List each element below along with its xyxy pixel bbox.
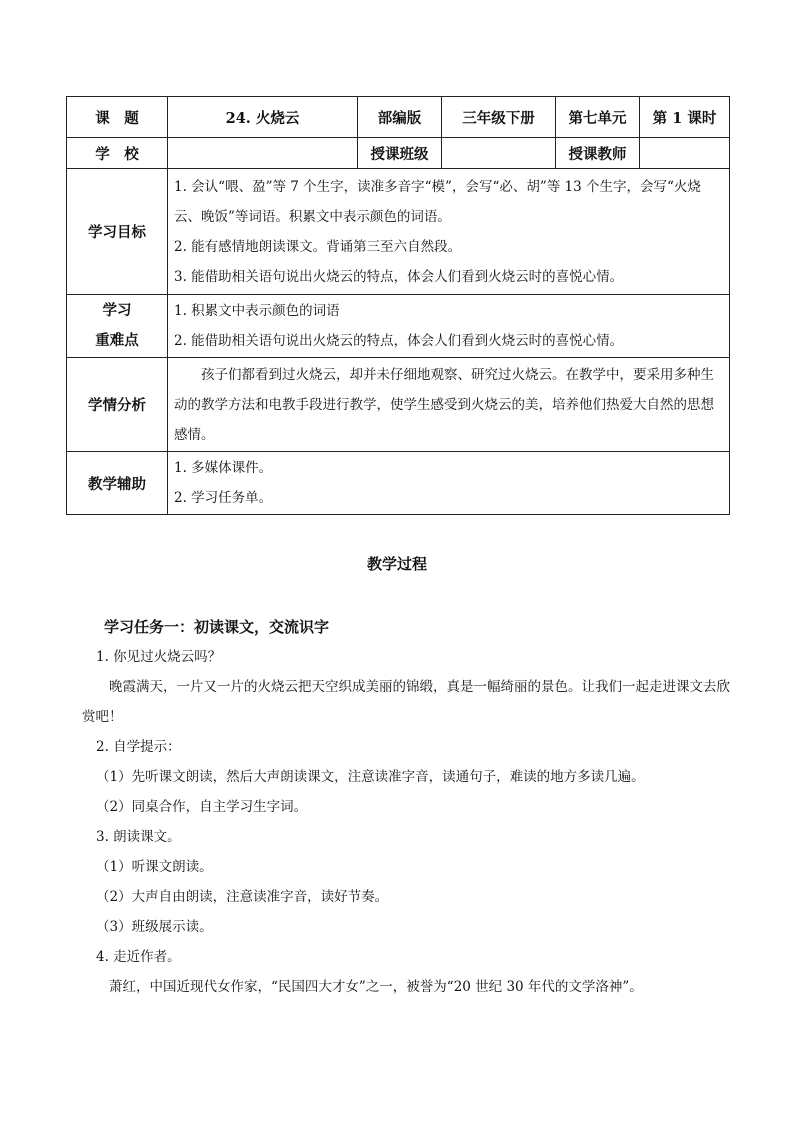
key-point-item: 1. 积累文中表示颜色的词语 (174, 303, 340, 319)
process-line: （1）先听课文朗读，然后大声朗读课文，注意读准字音，读通句子，难读的地方多读几遍。 (96, 769, 645, 785)
table-row-aids (67, 452, 730, 515)
lesson-info-table (66, 96, 730, 515)
key-point-item: 2. 能借助相关语句说出火烧云的特点，体会人们看到火烧云时的喜悦心情。 (174, 333, 624, 349)
process-line: （1）听课文朗读。 (96, 859, 213, 875)
edition-cell: 部编版 (358, 97, 442, 138)
lesson-cell: 第 1 课时 (640, 97, 730, 138)
process-line: （2）同桌合作，自主学习生字词。 (96, 799, 308, 815)
key-points-label-line2: 重难点 (95, 332, 139, 349)
aids-content (168, 452, 730, 515)
process-title: 教学过程 (366, 555, 427, 573)
goals-label: 学习目标 (67, 169, 168, 295)
grade-cell: 三年级下册 (442, 97, 556, 138)
process-line: （2）大声自由朗读，注意读准字音，读好节奏。 (96, 889, 389, 905)
table-row-school (67, 138, 730, 169)
key-points-content (168, 295, 730, 358)
goal-item: 2. 能有感情地朗读课文。背诵第三至六自然段。 (174, 238, 462, 255)
analysis-content (168, 358, 730, 452)
process-line: （3）班级展示读。 (96, 919, 213, 935)
table-row-goals (67, 169, 730, 295)
task1-title: 学习任务一：初读课文，交流识字 (104, 618, 330, 636)
key-points-label (67, 295, 168, 358)
table-row-key-points (67, 295, 730, 358)
analysis-label: 学情分析 (67, 358, 168, 452)
process-paragraph: 萧红，中国近现代女作家，“民国四大才女”之一，被誉为“20 世纪 30 年代的文学洛神”。 (109, 979, 643, 995)
teacher-value (640, 138, 730, 169)
school-value (168, 138, 358, 169)
analysis-text: 孩子们都看到过火烧云，却并未仔细地观察、研究过火烧云。在教学中，要采用多种生动的教学方法和电教手段进行教学，使学生感受到火烧云的美，培养他们热爱大自然的思想感情。 (174, 366, 714, 443)
goal-item: 1. 会认“喂、盈”等 7 个生字，读准多音字“模”，会写“必、胡”等 13 个生字，会写“火烧云、晚饭”等词语。积累文中表示颜色的词语。 (174, 178, 701, 225)
process-body (82, 612, 732, 1002)
topic-value: 24. 火烧云 (168, 97, 358, 138)
process-line: 4. 走近作者。 (96, 949, 181, 965)
aid-item: 1. 多媒体课件。 (174, 460, 273, 476)
table-row-topic (67, 97, 730, 138)
process-line: 2. 自学提示： (96, 739, 181, 755)
school-label: 学 校 (67, 138, 168, 169)
aid-item: 2. 学习任务单。 (174, 490, 273, 506)
teacher-label: 授课教师 (556, 138, 640, 169)
aids-label: 教学辅助 (67, 452, 168, 515)
class-label: 授课班级 (358, 138, 442, 169)
goal-item: 3. 能借助相关语句说出火烧云的特点，体会人们看到火烧云时的喜悦心情。 (174, 268, 624, 285)
key-points-label-line1: 学习 (102, 302, 132, 319)
topic-label: 课 题 (67, 97, 168, 138)
unit-cell: 第七单元 (556, 97, 640, 138)
process-line: 3. 朗读课文。 (96, 829, 181, 845)
table-row-analysis (67, 358, 730, 452)
class-value (442, 138, 556, 169)
process-paragraph: 晚霞满天，一片又一片的火烧云把天空织成美丽的锦缎，真是一幅绮丽的景色。让我们一起走进课文去欣赏吧！ (82, 679, 730, 725)
goals-content (168, 169, 730, 295)
process-line: 1. 你见过火烧云吗？ (96, 649, 222, 665)
